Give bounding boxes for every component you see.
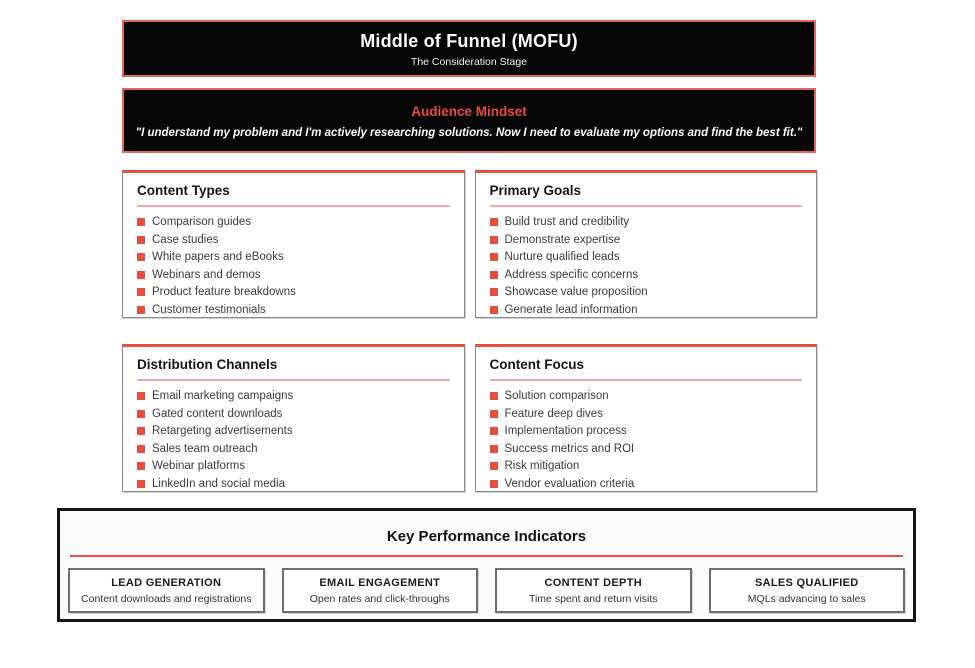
page-title: Middle of Funnel (MOFU)	[360, 31, 578, 51]
bullet-square-icon	[137, 236, 145, 244]
audience-mindset-title: Audience Mindset	[411, 104, 527, 119]
card-primary-goals	[475, 170, 818, 318]
card-distribution-channels	[122, 344, 465, 492]
audience-mindset-banner	[122, 88, 816, 153]
list-item	[490, 408, 803, 420]
bullet-square-icon	[137, 306, 145, 314]
list-item	[490, 234, 803, 246]
kpi-description: MQLs advancing to sales	[747, 592, 866, 605]
list-item-label: Customer testimonials	[152, 303, 266, 316]
card-title: Content Types	[137, 183, 230, 198]
header-banner	[122, 20, 816, 77]
list-item	[137, 390, 450, 402]
list-item-label: Solution comparison	[504, 390, 609, 402]
bullet-square-icon	[490, 427, 498, 435]
card-title-underline	[490, 205, 803, 207]
bullet-square-icon	[137, 218, 145, 226]
card-title-underline	[490, 379, 803, 381]
list-item-label: Product feature breakdowns	[152, 286, 296, 299]
bullet-square-icon	[490, 480, 498, 488]
list-item-label: White papers and eBooks	[152, 251, 284, 264]
card-list	[476, 390, 817, 490]
list-item	[137, 460, 450, 472]
list-item	[490, 460, 803, 472]
bullet-square-icon	[490, 410, 498, 418]
list-item	[137, 216, 450, 228]
kpi-title: Key Performance Indicators	[386, 528, 587, 545]
list-item	[137, 269, 450, 281]
list-item	[137, 304, 450, 316]
card-list	[123, 390, 464, 490]
bullet-square-icon	[490, 236, 498, 244]
card-title: Primary Goals	[489, 183, 582, 198]
list-item	[137, 286, 450, 298]
bullet-square-icon	[137, 288, 145, 296]
list-item-label: Sales team outreach	[152, 442, 258, 455]
list-item	[490, 304, 803, 316]
list-item	[137, 234, 450, 246]
list-item	[490, 286, 803, 298]
kpi-card-lead-generation	[68, 568, 265, 613]
kpi-label: LEAD GENERATION	[111, 576, 222, 589]
bullet-square-icon	[137, 445, 145, 453]
card-list	[476, 216, 817, 316]
bullet-square-icon	[490, 271, 498, 279]
list-item-label: Success metrics and ROI	[504, 442, 635, 455]
bullet-square-icon	[490, 392, 498, 400]
list-item-label: Risk mitigation	[504, 460, 580, 473]
kpi-description: Content downloads and registrations	[81, 592, 252, 605]
list-item-label: Webinar platforms	[152, 460, 246, 473]
cards-row-2	[122, 344, 817, 492]
bullet-square-icon	[137, 392, 145, 400]
list-item-label: Nurture qualified leads	[504, 251, 620, 264]
card-title: Distribution Channels	[137, 357, 278, 372]
kpi-label: EMAIL ENGAGEMENT	[319, 576, 441, 589]
kpi-description: Open rates and click-throughs	[309, 592, 450, 605]
list-item	[137, 408, 450, 420]
list-item-label: Vendor evaluation criteria	[504, 477, 635, 490]
kpi-panel	[57, 508, 916, 622]
bullet-square-icon	[137, 271, 145, 279]
list-item-label: Build trust and credibility	[504, 216, 630, 228]
kpi-card-content-depth	[495, 568, 692, 613]
list-item	[490, 390, 803, 402]
list-item-label: Feature deep dives	[504, 407, 603, 420]
bullet-square-icon	[490, 253, 498, 261]
bullet-square-icon	[137, 253, 145, 261]
list-item	[490, 443, 803, 455]
list-item	[137, 478, 450, 490]
page-subtitle: The Consideration Stage	[410, 56, 528, 68]
bullet-square-icon	[490, 218, 498, 226]
list-item-label: Case studies	[152, 233, 219, 246]
list-item-label: LinkedIn and social media	[152, 477, 285, 490]
cards-row-1	[122, 170, 817, 318]
bullet-square-icon	[490, 445, 498, 453]
kpi-label: CONTENT DEPTH	[544, 576, 642, 589]
bullet-square-icon	[137, 480, 145, 488]
kpi-label: SALES QUALIFIED	[754, 576, 859, 589]
list-item-label: Showcase value proposition	[504, 286, 648, 299]
list-item	[137, 443, 450, 455]
list-item-label: Retargeting advertisements	[152, 425, 293, 438]
list-item	[137, 425, 450, 437]
bullet-square-icon	[137, 462, 145, 470]
list-item-label: Address specific concerns	[504, 268, 639, 281]
list-item	[490, 216, 803, 228]
bullet-square-icon	[490, 288, 498, 296]
kpi-card-sales-qualified	[709, 568, 906, 613]
list-item-label: Comparison guides	[152, 216, 252, 228]
card-list	[123, 216, 464, 316]
list-item	[490, 269, 803, 281]
list-item-label: Gated content downloads	[152, 407, 283, 420]
list-item-label: Generate lead information	[504, 303, 638, 316]
bullet-square-icon	[137, 410, 145, 418]
card-content-types	[122, 170, 465, 318]
card-title: Content Focus	[489, 357, 584, 372]
list-item-label: Email marketing campaigns	[152, 390, 294, 402]
kpi-description: Time spent and return visits	[528, 592, 658, 605]
list-item	[490, 425, 803, 437]
card-title-underline	[137, 379, 450, 381]
list-item-label: Webinars and demos	[152, 268, 261, 281]
list-item-label: Implementation process	[504, 425, 627, 438]
kpi-row	[60, 557, 913, 613]
list-item-label: Demonstrate expertise	[504, 233, 621, 246]
bullet-square-icon	[490, 306, 498, 314]
kpi-card-email-engagement	[282, 568, 479, 613]
card-title-underline	[137, 205, 450, 207]
list-item	[490, 251, 803, 263]
list-item	[490, 478, 803, 490]
audience-mindset-quote: "I understand my problem and I'm actively researching solutions. Now I need to evaluate my options and find the best fit."	[135, 127, 803, 139]
bullet-square-icon	[137, 427, 145, 435]
card-content-focus	[475, 344, 818, 492]
bullet-square-icon	[490, 462, 498, 470]
list-item	[137, 251, 450, 263]
